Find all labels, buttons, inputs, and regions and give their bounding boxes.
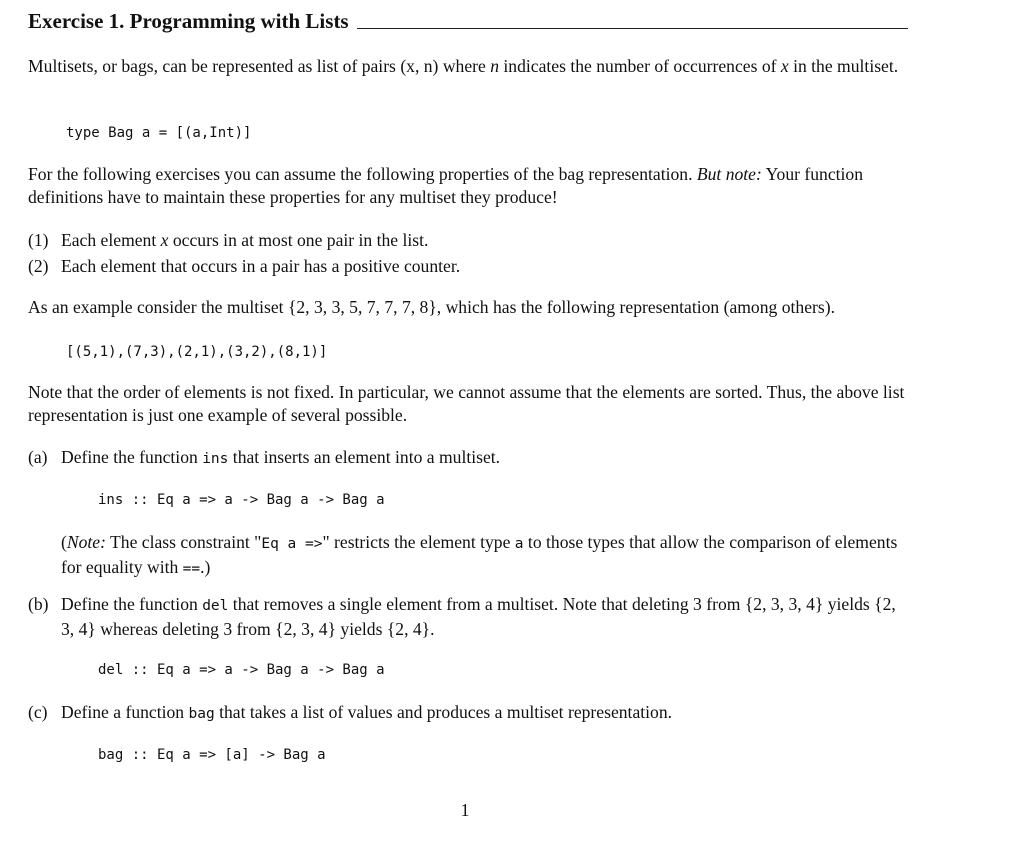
note-text: The class constraint " (105, 532, 262, 552)
assumption-text: Your function definitions have to maintain these properties for any multiset they produce! (28, 164, 864, 207)
function-name: del (202, 598, 229, 614)
inline-code: == (182, 561, 201, 577)
exercise-heading (28, 4, 908, 34)
example-representation-code: [(5,1),(7,3),(2,1),(3,2),(8,1)] (66, 344, 328, 360)
intro-text: Multisets, or bags, can be represented as list of pairs (28, 56, 401, 76)
ins-signature-code: ins :: Eq a => a -> Bag a -> Bag a (98, 492, 385, 508)
property-text: occurs in at most one pair in the list. (168, 230, 429, 250)
part-label: (c) (28, 702, 48, 722)
function-name: ins (202, 451, 229, 467)
class-constraint-note (61, 531, 908, 581)
note-text: " restricts the element type (322, 532, 515, 552)
math-var-x: x (780, 56, 789, 76)
bag-signature-code: bag :: Eq a => [a] -> Bag a (98, 747, 326, 763)
type-definition-code: type Bag a = [(a,Int)] (66, 125, 252, 141)
example-set: {2, 3, 3, 5, 7, 7, 7, 8} (287, 297, 437, 317)
example-text: , which has the following representation (among others). (436, 297, 835, 317)
intro-text: in the multiset. (788, 56, 899, 76)
property-text: Each element that occurs in a pair has a positive counter. (61, 256, 461, 276)
part-text: whereas deleting 3 from (95, 619, 276, 639)
part-text: that removes a single element from a multiset. Note that deleting 3 from (228, 594, 745, 614)
example-paragraph (28, 296, 908, 319)
math-set: {2, 3, 4} (275, 619, 337, 639)
part-text: Define the function (61, 447, 203, 467)
part-text: yields (823, 594, 875, 614)
math-var-n: n (490, 56, 499, 76)
example-text: As an example consider the multiset (28, 297, 288, 317)
math-set: {2, 4} (386, 619, 431, 639)
intro-paragraph (28, 55, 908, 78)
property-number: (1) (28, 230, 49, 250)
part-text: yields (336, 619, 387, 639)
part-text: Define a function (61, 702, 189, 722)
function-name: bag (188, 706, 215, 722)
intro-text: indicates the number of occurrences of (499, 56, 781, 76)
page-number: 1 (460, 800, 470, 820)
part-text: that takes a list of values and produces a multiset representation. (214, 702, 673, 722)
math-set: {2, 3, 3, 4} (744, 594, 824, 614)
part-c (28, 701, 908, 726)
part-text: that inserts an element into a multiset. (228, 447, 501, 467)
inline-code: a (514, 536, 524, 552)
del-signature-code: del :: Eq a => a -> Bag a -> Bag a (98, 662, 385, 678)
note-emphasis: Note: (66, 532, 106, 552)
note-text: .) (200, 557, 211, 577)
assumption-text: For the following exercises you can assume the following properties of the bag representation. (28, 164, 697, 184)
note-text: to those types that allow the comparison of elements for equality with (61, 532, 898, 577)
order-note-paragraph: Note that the order of elements is not fixed. In particular, we cannot assume that the elements are sorted. Thus, the above list representation is just one example of several possible. (28, 382, 905, 425)
intro-text: where (438, 56, 491, 76)
property-number: (2) (28, 256, 49, 276)
part-b (28, 593, 908, 641)
property-item (28, 255, 908, 278)
math-var-x: x (160, 230, 169, 250)
math-set: {2, 3, 4} (61, 594, 896, 639)
assumption-emphasis: But note: (696, 164, 762, 184)
math-pair: (x, n) (400, 56, 439, 76)
assumption-paragraph (28, 163, 908, 209)
part-label: (b) (28, 594, 49, 614)
exercise-title: Exercise 1. Programming with Lists (28, 9, 349, 33)
property-item (28, 229, 908, 252)
property-text: Each element (61, 230, 161, 250)
inline-code: Eq a => (261, 536, 323, 552)
note-text: ( (61, 532, 67, 552)
part-text: . (430, 619, 435, 639)
part-a (28, 446, 908, 471)
part-text: Define the function (61, 594, 203, 614)
part-label: (a) (28, 447, 48, 467)
title-rule (357, 28, 908, 29)
